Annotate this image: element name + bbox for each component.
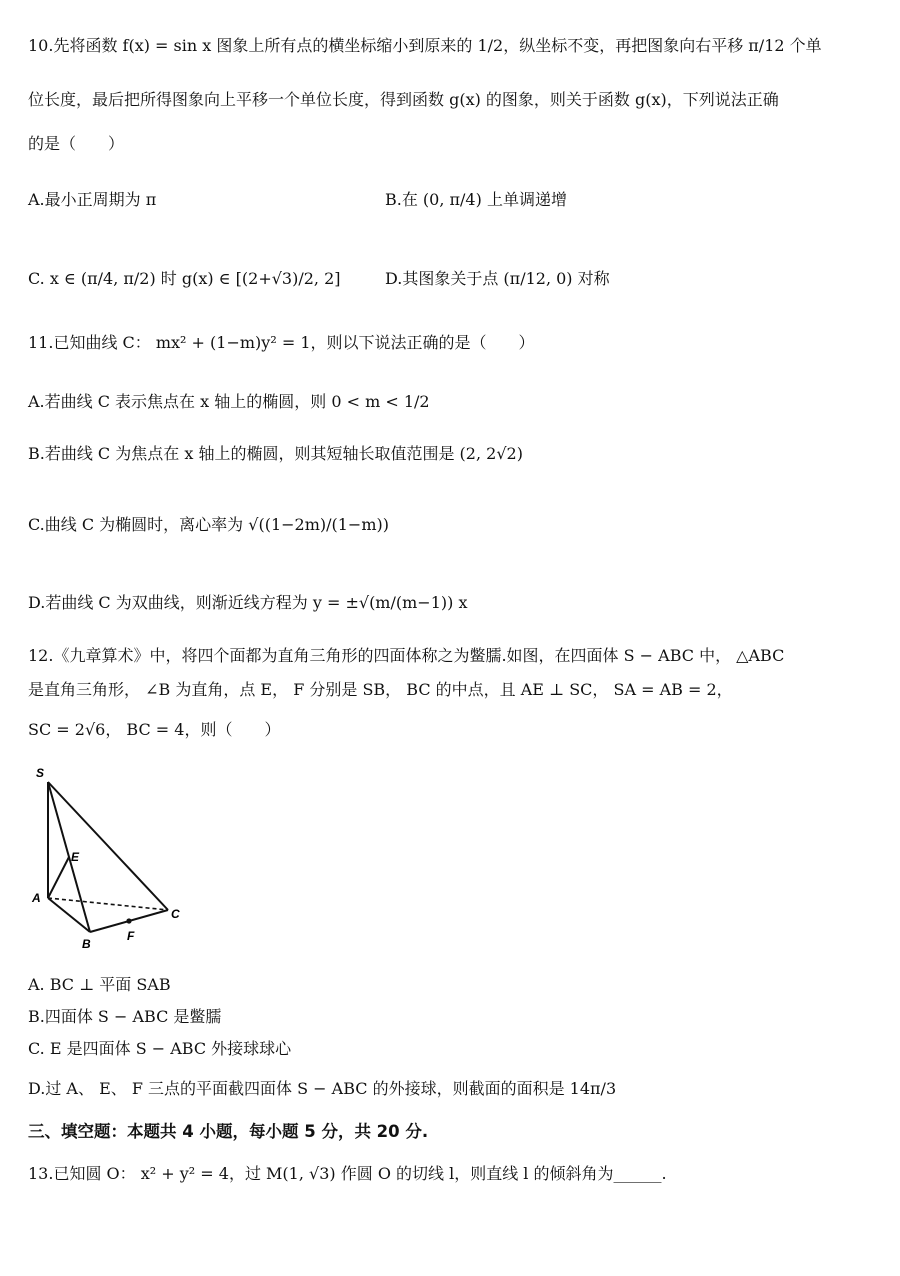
q12-line2: 是直角三角形， ∠B 为直角，点 E， F 分别是 SB， BC 的中点，且 AE ⊥ SC， SA = AB = 2， xyxy=(28,680,733,699)
q12-option-d: D.过 A、 E、 F 三点的平面截四面体 S − ABC 的外接球，则截面的面积是 14π/3 xyxy=(28,1079,617,1098)
segment-ae xyxy=(48,857,69,898)
label-a: A xyxy=(32,891,41,905)
label-s: S xyxy=(36,766,45,780)
q10-line3: 的是（ ） xyxy=(28,134,125,153)
q10-line1: 10.先将函数 f(x) = sin x 图象上所有点的横坐标缩小到原来的 1/2，纵坐标不变，再把图象向右平移 π/12 个单 xyxy=(28,36,822,55)
tetrahedron-figure xyxy=(28,760,198,960)
label-c: C xyxy=(171,907,180,921)
q12-option-a: A. BC ⊥ 平面 SAB xyxy=(28,975,171,994)
q12-line3: SC = 2√6， BC = 4，则（ ） xyxy=(28,720,281,739)
q12-line1: 12.《九章算术》中，将四个面都为直角三角形的四面体称之为鳖臑.如图，在四面体 S − ABC 中， △ABC xyxy=(28,646,785,665)
edge-ab xyxy=(48,898,90,932)
point-f-dot xyxy=(126,918,131,923)
label-e: E xyxy=(71,850,80,864)
q11-option-d: D.若曲线 C 为双曲线，则渐近线方程为 y = ±√(m/(m−1)) x xyxy=(28,593,468,612)
q11-stem: 11.已知曲线 C： mx² + (1−m)y² = 1，则以下说法正确的是（ ） xyxy=(28,333,535,352)
q10-option-d: D.其图象关于点 (π/12, 0) 对称 xyxy=(385,269,610,288)
q13-stem: 13.已知圆 O： x² + y² = 4，过 M(1, √3) 作圆 O 的切线 l，则直线 l 的倾斜角为______. xyxy=(28,1164,667,1183)
edge-ac-hidden xyxy=(48,898,168,910)
q10-option-b: B.在 (0, π/4) 上单调递增 xyxy=(385,190,567,209)
q10-option-c: C. x ∈ (π/4, π/2) 时 g(x) ∈ [(2+√3)/2, 2] xyxy=(28,269,341,288)
q11-option-c: C.曲线 C 为椭圆时，离心率为 √((1−2m)/(1−m)) xyxy=(28,515,389,534)
q10-option-a: A.最小正周期为 π xyxy=(28,190,157,209)
section-3-heading: 三、填空题：本题共 4 小题，每小题 5 分，共 20 分. xyxy=(28,1122,429,1141)
q11-option-b: B.若曲线 C 为焦点在 x 轴上的椭圆，则其短轴长取值范围是 (2, 2√2) xyxy=(28,444,523,463)
label-f: F xyxy=(127,929,135,943)
q12-option-b: B.四面体 S − ABC 是鳖臑 xyxy=(28,1007,222,1026)
label-b: B xyxy=(82,937,91,951)
q10-line2: 位长度，最后把所得图象向上平移一个单位长度，得到函数 g(x) 的图象，则关于函数 g(x)，下列说法正确 xyxy=(28,90,779,109)
q11-option-a: A.若曲线 C 表示焦点在 x 轴上的椭圆，则 0 < m < 1/2 xyxy=(28,392,430,411)
q12-option-c: C. E 是四面体 S − ABC 外接球球心 xyxy=(28,1039,292,1058)
